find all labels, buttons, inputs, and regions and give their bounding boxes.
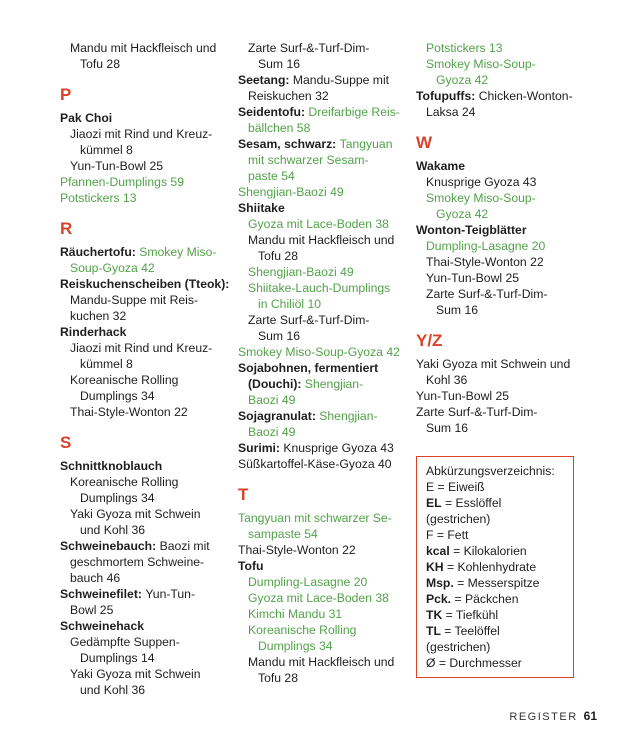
index-keyword: Sojabohnen, fermentiert [238, 361, 379, 375]
index-line [238, 542, 408, 558]
index-line [238, 510, 408, 526]
index-text: Tofu 28 [80, 57, 120, 71]
abbreviation-entry [426, 623, 564, 639]
index-text: und Kohl 36 [80, 523, 146, 537]
recipe-reference: Smokey Miso-Soup- [426, 57, 536, 71]
abbreviation-entry [426, 559, 564, 575]
index-line [60, 602, 230, 618]
index-line [238, 638, 408, 654]
index-line [238, 440, 408, 456]
abbreviation-meaning: = Tiefkühl [442, 608, 499, 622]
index-text: Mandu mit Hackfleisch und [248, 655, 395, 669]
index-keyword: (Douchi): [248, 377, 305, 391]
recipe-reference: Soup-Gyoza 42 [70, 261, 155, 275]
abbreviation-entry [426, 479, 564, 495]
recipe-reference: Dumplings 34 [258, 639, 333, 653]
abbreviation-entry [426, 639, 564, 655]
recipe-reference: Gyoza 42 [436, 207, 489, 221]
index-line [238, 328, 408, 344]
abbreviation-meaning: = Teelöffel [440, 624, 500, 638]
index-line [238, 184, 408, 200]
index-keyword: Rinderhack [60, 325, 127, 339]
index-text: Dumplings 14 [80, 651, 155, 665]
recipe-reference: Shengjian- [304, 377, 364, 391]
recipe-reference: Shengjian- [319, 409, 378, 423]
recipe-reference: Tangyuan mit schwarzer Se- [238, 511, 392, 525]
index-text: Thai-Style-Wonton 22 [238, 543, 356, 557]
index-text: Mandu mit Hackfleisch und [248, 233, 395, 247]
index-text: Tofu 28 [258, 249, 298, 263]
abbreviation-entry [426, 543, 564, 559]
abbreviation: kcal [426, 544, 450, 558]
abbreviation-meaning: = Esslöffel [441, 496, 502, 510]
section-letter: W [416, 133, 433, 152]
index-keyword: Sojagranulat: [238, 409, 320, 423]
index-line [238, 136, 408, 152]
index-line [60, 650, 230, 666]
index-column-1 [60, 40, 230, 698]
index-text: Yun-Tun- [145, 587, 196, 601]
index-text: Yun-Tun-Bowl 25 [70, 159, 164, 173]
index-keyword: Tofupuffs: [416, 89, 479, 103]
index-line [238, 376, 408, 392]
recipe-reference: Shengjian-Baozi 49 [238, 185, 344, 199]
index-text: Thai-Style-Wonton 22 [70, 405, 188, 419]
index-line [60, 190, 230, 206]
index-line [60, 340, 230, 356]
index-text: Sum 16 [426, 421, 469, 435]
recipe-reference: Dumpling-Lasagne 20 [248, 575, 368, 589]
index-line [238, 526, 408, 542]
abbreviation: TL [426, 624, 441, 638]
index-text: Süßkartoffel-Käse-Gyoza 40 [238, 457, 392, 471]
index-keyword: Tofu [238, 559, 264, 573]
index-text: Koreanische Rolling [70, 475, 179, 489]
index-line [416, 40, 581, 56]
section-letter: R [60, 219, 73, 238]
abbreviation: (gestrichen) [426, 512, 491, 526]
index-keyword: Pak Choi [60, 111, 113, 125]
recipe-reference: Gyoza mit Lace-Boden 38 [248, 217, 389, 231]
recipe-reference: Shiitake-Lauch-Dumplings [248, 281, 391, 295]
recipe-reference: in Chiliöl 10 [258, 297, 322, 311]
index-text: Sum 16 [258, 57, 301, 71]
index-keyword: Schweinefilet: [60, 587, 146, 601]
index-keyword: Schweinebauch: [60, 539, 160, 553]
index-line [416, 88, 581, 104]
index-text: Reiskuchen 32 [248, 89, 329, 103]
index-keyword: Seetang: [238, 73, 293, 87]
index-text: Dumplings 34 [80, 389, 155, 403]
index-text: kuchen 32 [70, 309, 127, 323]
index-text: Knusprige Gyoza 43 [426, 175, 537, 189]
index-text: Zarte Surf-&-Turf-Dim- [248, 313, 370, 327]
index-line [238, 360, 408, 376]
index-line [238, 264, 408, 280]
index-text: geschmortem Schweine- [70, 555, 205, 569]
index-line [238, 392, 408, 408]
index-text: Bowl 25 [70, 603, 114, 617]
index-line [238, 606, 408, 622]
index-line [238, 200, 408, 216]
abbreviation: Msp. [426, 576, 454, 590]
abbreviation: EL [426, 496, 442, 510]
index-line [416, 286, 581, 302]
abbreviation-meaning: = Kohlenhydrate [443, 560, 537, 574]
index-text: Jiaozi mit Rind und Kreuz- [70, 341, 213, 355]
recipe-reference: sampaste 54 [248, 527, 318, 541]
index-line [60, 56, 230, 72]
recipe-reference: Koreanische Rolling [248, 623, 357, 637]
abbreviations-title: Abkürzungsverzeichnis: [426, 464, 555, 478]
index-line [60, 490, 230, 506]
index-line [238, 56, 408, 72]
abbreviation: TK [426, 608, 443, 622]
index-text: Gedämpfte Suppen- [70, 635, 180, 649]
index-line [416, 404, 581, 420]
index-text: kümmel 8 [80, 143, 133, 157]
index-line [238, 654, 408, 670]
abbreviation: (gestrichen) [426, 640, 491, 654]
abbreviation: Pck. [426, 592, 452, 606]
abbreviation: E [426, 480, 435, 494]
recipe-reference: Baozi 49 [248, 393, 296, 407]
index-line [416, 270, 581, 286]
index-text: Yun-Tun-Bowl 25 [416, 389, 510, 403]
index-line [416, 302, 581, 318]
index-line [416, 158, 581, 174]
abbreviation-meaning: = Eiweiß [434, 480, 485, 494]
abbreviation: Ø [426, 656, 436, 670]
recipe-reference: Kimchi Mandu 31 [248, 607, 343, 621]
index-line [60, 404, 230, 420]
section-letter: S [60, 433, 72, 452]
index-text: Tofu 28 [258, 671, 298, 685]
index-line [238, 120, 408, 136]
index-line [238, 456, 408, 472]
index-keyword: Wonton-Teigblätter [416, 223, 527, 237]
index-line [238, 152, 408, 168]
index-line [60, 158, 230, 174]
recipe-reference: Gyoza 42 [436, 73, 489, 87]
index-text: Zarte Surf-&-Turf-Dim- [248, 41, 370, 55]
abbreviation-entry [426, 527, 564, 543]
index-text: Yaki Gyoza mit Schwein [70, 667, 201, 681]
index-line [238, 104, 408, 120]
index-keyword: Shiitake [238, 201, 285, 215]
index-line [60, 388, 230, 404]
index-text: und Kohl 36 [80, 683, 146, 697]
index-text: kümmel 8 [80, 357, 133, 371]
recipe-reference: Dreifarbige Reis- [308, 105, 400, 119]
recipe-reference: Shengjian-Baozi 49 [248, 265, 354, 279]
index-text: Zarte Surf-&-Turf-Dim- [426, 287, 548, 301]
recipe-reference: bällchen 58 [248, 121, 311, 135]
index-line [60, 666, 230, 682]
index-line [60, 538, 230, 554]
index-line [60, 586, 230, 602]
index-keyword: Wakame [416, 159, 465, 173]
index-text: Chicken-Wonton- [478, 89, 573, 103]
index-line [416, 222, 581, 238]
index-line [60, 618, 230, 634]
abbreviation-meaning: = Päckchen [451, 592, 519, 606]
abbreviation-entry [426, 575, 564, 591]
recipe-reference: paste 54 [248, 169, 295, 183]
footer-section-label: REGISTER [509, 711, 578, 723]
index-text: Zarte Surf-&-Turf-Dim- [416, 405, 538, 419]
abbreviation-meaning: = Kilokalorien [449, 544, 527, 558]
index-line [60, 276, 230, 292]
section-letter: T [238, 485, 249, 504]
index-text: Thai-Style-Wonton 22 [426, 255, 544, 269]
index-line [238, 88, 408, 104]
index-line [60, 244, 230, 260]
index-line [238, 280, 408, 296]
index-line [238, 590, 408, 606]
index-text: Kohl 36 [426, 373, 468, 387]
index-line [60, 682, 230, 698]
index-text: bauch 46 [70, 571, 121, 585]
index-line [60, 174, 230, 190]
index-line [238, 622, 408, 638]
index-text: Yun-Tun-Bowl 25 [426, 271, 520, 285]
index-text: Laksa 24 [426, 105, 476, 119]
abbreviation-meaning: = Messerspitze [453, 576, 540, 590]
abbreviations-box [416, 456, 574, 678]
section-letter: Y/Z [416, 331, 443, 350]
index-line [416, 388, 581, 404]
index-line [60, 324, 230, 340]
index-line [60, 260, 230, 276]
index-line [238, 670, 408, 686]
index-text: Dumplings 34 [80, 491, 155, 505]
index-line [60, 570, 230, 586]
index-line [60, 292, 230, 308]
index-text: Knusprige Gyoza 43 [283, 441, 394, 455]
index-line [238, 248, 408, 264]
index-line [60, 522, 230, 538]
recipe-reference: Potstickers 13 [426, 41, 503, 55]
index-line [416, 372, 581, 388]
index-line [238, 344, 408, 360]
index-text: Jiaozi mit Rind und Kreuz- [70, 127, 213, 141]
index-line [416, 190, 581, 206]
abbreviation-entry [426, 591, 564, 607]
index-line [60, 110, 230, 126]
index-keyword: Surimi: [238, 441, 284, 455]
abbreviation-meaning: = Durchmesser [435, 656, 522, 670]
index-line [238, 168, 408, 184]
index-keyword: Räuchertofu: [60, 245, 140, 259]
recipe-reference: Dumpling-Lasagne 20 [426, 239, 546, 253]
abbreviation-meaning: = Fett [433, 528, 469, 542]
index-line [416, 356, 581, 372]
recipe-reference: Pfannen-Dumplings 59 [60, 175, 184, 189]
index-text: Mandu-Suppe mit [292, 73, 390, 87]
recipe-reference: Smokey Miso-Soup-Gyoza 42 [238, 345, 400, 359]
index-line [60, 40, 230, 56]
index-text: Yaki Gyoza mit Schwein und [416, 357, 571, 371]
index-line [238, 216, 408, 232]
recipe-reference: Tangyuan [339, 137, 393, 151]
index-line [416, 206, 581, 222]
index-line [60, 308, 230, 324]
index-line [60, 474, 230, 490]
index-line [60, 372, 230, 388]
index-line [238, 312, 408, 328]
index-text: Mandu-Suppe mit Reis- [70, 293, 199, 307]
abbreviation-entry [426, 495, 564, 511]
index-line [416, 238, 581, 254]
index-line [416, 56, 581, 72]
index-line [416, 174, 581, 190]
index-line [416, 72, 581, 88]
index-line [238, 72, 408, 88]
index-keyword: Schweinehack [60, 619, 144, 633]
page-footer [509, 709, 597, 723]
index-text: Sum 16 [258, 329, 301, 343]
index-line [238, 558, 408, 574]
index-line [238, 424, 408, 440]
index-text: Baozi mit [159, 539, 210, 553]
recipe-reference: Baozi 49 [248, 425, 296, 439]
index-line [60, 506, 230, 522]
recipe-reference: Smokey Miso- [139, 245, 217, 259]
abbreviation-entry [426, 607, 564, 623]
index-line [416, 254, 581, 270]
index-line [60, 634, 230, 650]
index-line [60, 126, 230, 142]
recipe-reference: mit schwarzer Sesam- [248, 153, 369, 167]
abbreviation-entry [426, 511, 564, 527]
index-text: Sum 16 [436, 303, 479, 317]
index-line [60, 142, 230, 158]
abbreviation: KH [426, 560, 444, 574]
index-keyword: Reiskuchenscheiben (Tteok): [60, 277, 230, 291]
index-line [60, 458, 230, 474]
index-keyword: Seidentofu: [238, 105, 309, 119]
index-line [238, 574, 408, 590]
section-letter: P [60, 85, 72, 104]
index-line [60, 356, 230, 372]
recipe-reference: Potstickers 13 [60, 191, 137, 205]
abbreviation: F [426, 528, 434, 542]
recipe-reference: Gyoza mit Lace-Boden 38 [248, 591, 389, 605]
index-line [238, 40, 408, 56]
index-column-2 [238, 40, 408, 686]
index-line [238, 296, 408, 312]
page-number: 61 [583, 709, 597, 723]
index-keyword: Schnittknoblauch [60, 459, 163, 473]
index-line [416, 104, 581, 120]
index-text: Yaki Gyoza mit Schwein [70, 507, 201, 521]
index-line [238, 232, 408, 248]
index-keyword: Sesam, schwarz: [238, 137, 340, 151]
index-line [60, 554, 230, 570]
abbreviation-entry [426, 655, 564, 671]
index-line [416, 420, 581, 436]
recipe-reference: Smokey Miso-Soup- [426, 191, 536, 205]
index-column-3 [416, 40, 581, 678]
index-text: Koreanische Rolling [70, 373, 179, 387]
index-text: Mandu mit Hackfleisch und [70, 41, 217, 55]
index-line [238, 408, 408, 424]
